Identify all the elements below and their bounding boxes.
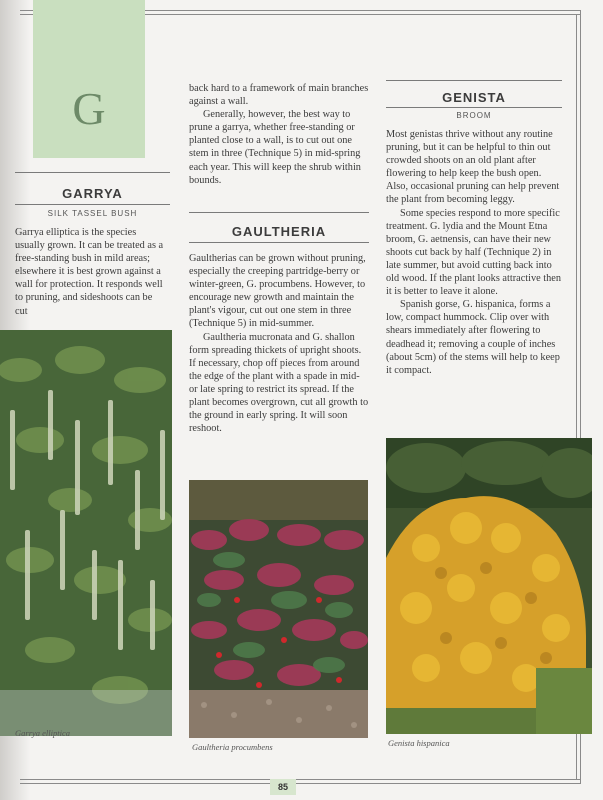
frame-line [20,779,581,780]
rule [386,107,562,108]
rule [15,204,170,205]
genista-text [386,128,562,377]
garrya-paragraph-cont: back hard to a framework of main branches against a wall. [189,83,369,108]
genista-caption: Genista hispanica [388,738,450,748]
genista-paragraph-3: Spanish gorse, G. hispanica, forms a low, compact hummock. Clip over with shears immediately after flowering to deadhead it; removing a couple of inches (about 5cm) of the stems will help to keep it compact. [386,299,560,376]
rule [15,172,170,173]
garrya-caption: Garrya elliptica [15,728,71,738]
gaultheria-text [189,252,369,435]
section-letter: G [72,83,106,134]
garrya-photo [0,330,172,736]
rule [189,212,369,213]
genista-paragraph-1: Most genistas thrive without any routine pruning, but it can be helpful to thin out crowded shoots on an old plant after flowering to help keep the bush open. Also, occasional pruning can help prevent the plant from becoming leggy. [386,129,560,206]
section-letter-box [33,0,145,158]
gaultheria-paragraph-2: Gaultheria mucronata and G. shallon form spreading thickets of upright shoots. If necessary, chop off pieces from around the edge of the plant with a spade in mid- or late spring to restrict its spread. If the plant becomes overgrown, cut all growth to the ground in early spring. It will soon reshoot. [189,331,369,435]
genista-subtitle: BROOM [456,111,492,120]
genista-photo [386,438,592,734]
garrya-text-continued [189,82,369,187]
gaultheria-caption: Gaultheria procumbens [192,742,273,752]
genista-paragraph-2: Some species respond to more specific treatment. G. lydia and the Mount Etna broom, G. aetnensis, can have their new shoots cut back by half (Technique 2) in late summer, but avoid cutting back into old wood. If the plant looks attractive then it is better to leave it alone. [386,207,562,298]
rule [189,242,369,243]
garrya-text [15,226,165,318]
gaultheria-photo [189,480,368,738]
rule [386,80,562,81]
gaultheria-title: GAULTHERIA [231,224,327,239]
garrya-paragraph-2: Generally, however, the best way to prune a garrya, whether free-standing or planted close to a wall, is to cut out one stem in three (Technique 5) in mid-spring each year. This will keep the shrub within bounds. [189,109,361,186]
garrya-paragraph: Garrya elliptica is the species usually grown. It can be treated as a free-standing bush in mild areas; elsewhere it is best grown against a wall for protection. It responds well to pruning, and sideshoots can be cut [15,227,164,317]
frame-line [20,783,581,784]
genista-title: GENISTA [442,90,506,105]
garrya-subtitle: SILK TASSEL BUSH [47,209,138,218]
garrya-title: GARRYA [62,186,123,201]
page-number: 85 [270,779,296,795]
gaultheria-paragraph-1: Gaultherias can be grown without pruning, especially the creeping partridge-berry or winter-green, G. procumbens. However, to encourage new growth and maintain the plant's vigour, cut out one stem in three (Technique 5) in mid-summer. [189,253,366,330]
